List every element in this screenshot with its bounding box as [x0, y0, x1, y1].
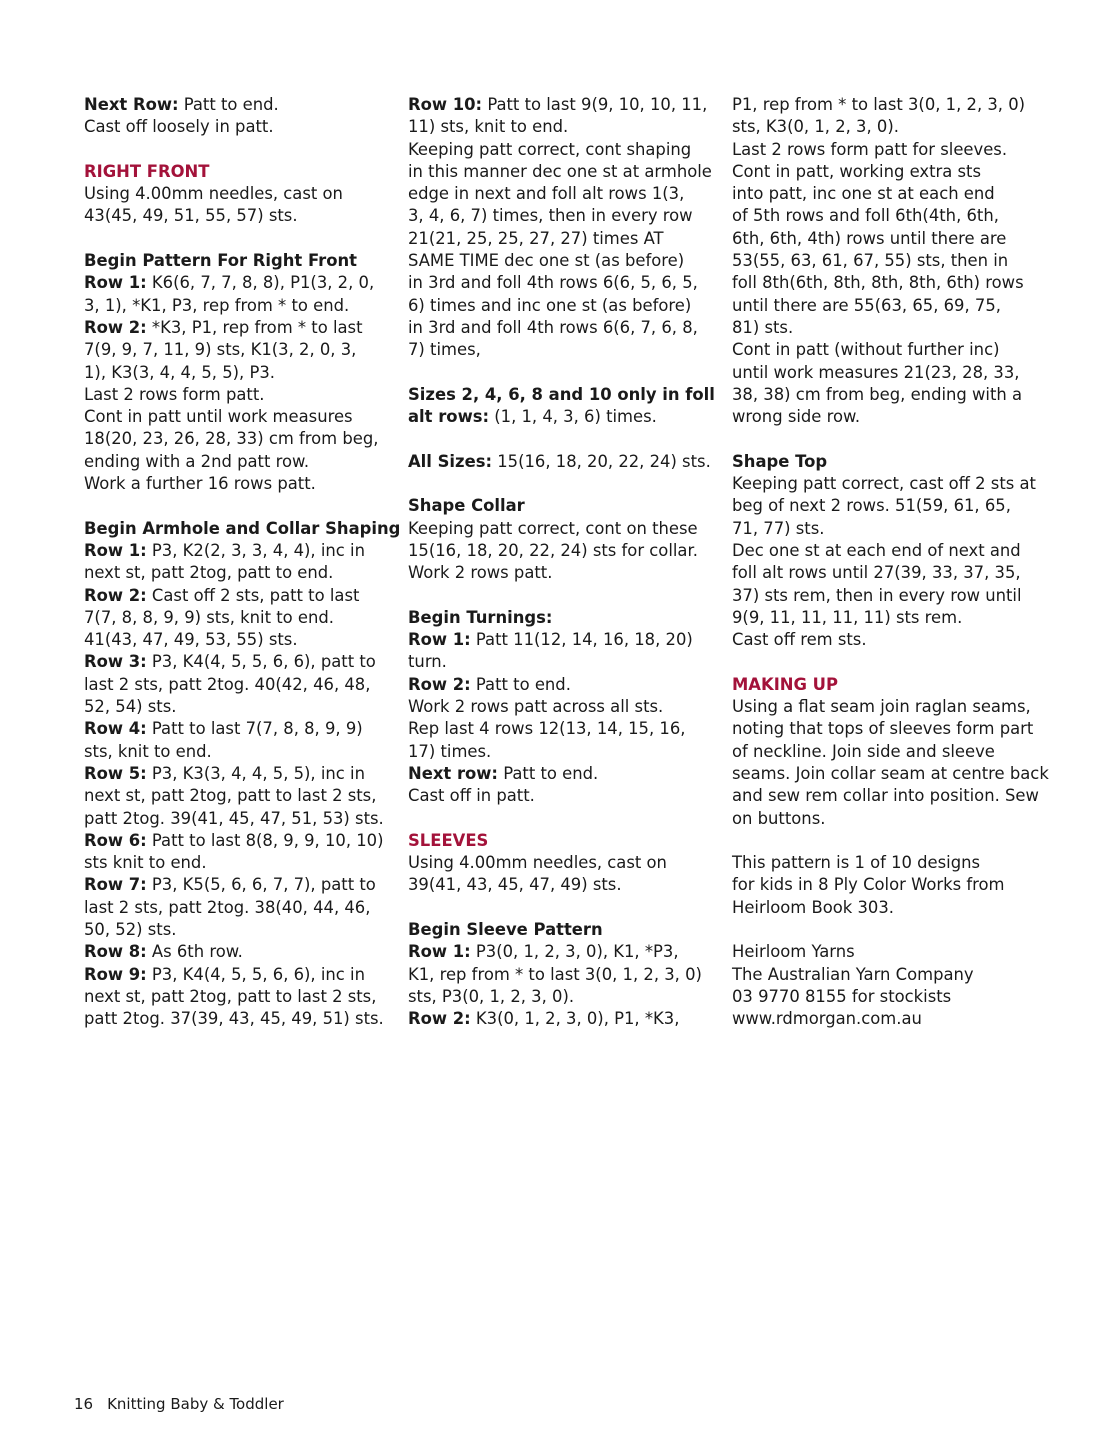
text-line	[732, 183, 1049, 205]
line-text: patt 2tog. 39(41, 45, 47, 51, 53) sts.	[84, 808, 384, 828]
line-text: edge in next and foll alt rows 1(3,	[408, 184, 685, 204]
text-line	[732, 406, 1049, 428]
text-line	[408, 518, 715, 540]
line-text: Using 4.00mm needles, cast on	[84, 184, 343, 204]
text-line	[408, 295, 715, 317]
text-line	[84, 830, 400, 852]
line-text: 37) sts rem, then in every row until	[732, 585, 1022, 605]
column-1	[84, 94, 400, 1030]
line-text: in 3rd and foll 4th rows 6(6, 5, 6, 5,	[408, 273, 698, 293]
line-text: As 6th row.	[146, 942, 243, 962]
text-line	[84, 384, 400, 406]
line-text: Cast off in patt.	[408, 786, 535, 806]
line-text: 17) times.	[408, 741, 492, 761]
text-line	[732, 205, 1049, 227]
text-line	[408, 629, 715, 651]
line-text: for kids in 8 Ply Color Works from	[732, 875, 1005, 895]
text-line	[732, 763, 1049, 785]
text-line	[84, 518, 400, 540]
text-line	[84, 205, 400, 227]
line-text: in 3rd and foll 4th rows 6(6, 7, 6, 8,	[408, 317, 698, 337]
text-line	[84, 183, 400, 205]
line-text: Cont in patt, working extra sts	[732, 161, 982, 181]
line-text: last 2 sts, patt 2tog. 40(42, 46, 48,	[84, 674, 371, 694]
line-text: 41(43, 47, 49, 53, 55) sts.	[84, 630, 298, 650]
line-text: SAME TIME dec one st (as before)	[408, 251, 685, 271]
spacer	[408, 585, 715, 607]
bold-label: Row 1:	[408, 630, 471, 650]
line-text: Cast off 2 sts, patt to last	[146, 585, 360, 605]
text-line	[84, 94, 400, 116]
text-line	[408, 339, 715, 361]
line-text: 11) sts, knit to end.	[408, 117, 569, 137]
text-line	[408, 696, 715, 718]
line-text: sts, knit to end.	[84, 741, 212, 761]
line-text: 81) sts.	[732, 317, 794, 337]
bold-label: Row 5:	[84, 763, 147, 783]
text-line	[84, 919, 400, 941]
line-text: 6th, 6th, 4th) rows until there are	[732, 228, 1007, 248]
text-line	[408, 228, 715, 250]
line-text: 7(7, 8, 8, 9, 9) sts, knit to end.	[84, 607, 334, 627]
text-line	[732, 964, 1049, 986]
line-text: 18(20, 23, 26, 28, 33) cm from beg,	[84, 429, 379, 449]
line-text: next st, patt 2tog, patt to last 2 sts,	[84, 986, 377, 1006]
text-line	[732, 607, 1049, 629]
text-line	[84, 785, 400, 807]
text-line	[84, 941, 400, 963]
text-line	[732, 384, 1049, 406]
line-text: 39(41, 43, 45, 47, 49) sts.	[408, 875, 622, 895]
line-text: beg of next 2 rows. 51(59, 61, 65,	[732, 496, 1011, 516]
bold-label: Row 1:	[84, 540, 147, 560]
text-line	[408, 94, 715, 116]
line-text: Last 2 rows form patt.	[84, 384, 265, 404]
line-text: Rep last 4 rows 12(13, 14, 15, 16,	[408, 719, 686, 739]
line-text: www.rdmorgan.com.au	[732, 1009, 922, 1029]
line-text: 15(16, 18, 20, 22, 24) sts for collar.	[408, 540, 698, 560]
text-line	[732, 741, 1049, 763]
line-text: 53(55, 63, 61, 67, 55) sts, then in	[732, 251, 1009, 271]
bold-label: Row 2:	[408, 1009, 471, 1029]
page-footer	[74, 1395, 284, 1413]
line-text: K6(6, 7, 7, 8, 8), P1(3, 2, 0,	[146, 273, 375, 293]
text-line	[84, 362, 400, 384]
text-line	[84, 562, 400, 584]
line-text: Cast off loosely in patt.	[84, 117, 274, 137]
line-text: (1, 1, 4, 3, 6) times.	[489, 407, 657, 427]
line-text: patt 2tog. 37(39, 43, 45, 49, 51) sts.	[84, 1009, 384, 1029]
line-text: 9(9, 11, 11, 11, 11) sts rem.	[732, 607, 963, 627]
line-text: P1, rep from * to last 3(0, 1, 2, 3, 0)	[732, 95, 1026, 114]
line-text: Patt to end.	[178, 95, 279, 114]
line-text: on buttons.	[732, 808, 826, 828]
text-line	[408, 250, 715, 272]
text-line	[732, 629, 1049, 651]
text-line	[408, 763, 715, 785]
text-line	[408, 919, 715, 941]
line-text: until work measures 21(23, 28, 33,	[732, 362, 1020, 382]
spacer	[732, 919, 1049, 941]
spacer	[84, 495, 400, 517]
line-text: Using 4.00mm needles, cast on	[408, 853, 667, 873]
section-heading: SLEEVES	[408, 830, 489, 850]
line-text: P3, K4(4, 5, 5, 6, 6), patt to	[146, 652, 376, 672]
line-text: Work 2 rows patt across all sts.	[408, 697, 664, 717]
spacer	[732, 428, 1049, 450]
text-line	[732, 540, 1049, 562]
line-text: Patt 11(12, 14, 16, 18, 20)	[470, 630, 693, 650]
text-line	[732, 986, 1049, 1008]
text-line	[84, 629, 400, 651]
bold-label: Shape Top	[732, 451, 828, 471]
line-text: until there are 55(63, 65, 69, 75,	[732, 295, 1001, 315]
spacer	[408, 362, 715, 384]
line-text: P3, K5(5, 6, 6, 7, 7), patt to	[146, 875, 376, 895]
line-text: This pattern is 1 of 10 designs	[732, 853, 981, 873]
line-text: sts, K3(0, 1, 2, 3, 0).	[732, 117, 899, 137]
bold-label: Sizes 2, 4, 6, 8 and 10 only in foll	[408, 384, 715, 404]
line-text: P3, K3(3, 4, 4, 5, 5), inc in	[146, 763, 365, 783]
text-line	[408, 495, 715, 517]
spacer	[84, 228, 400, 250]
text-line	[84, 964, 400, 986]
bold-label: Row 2:	[408, 674, 471, 694]
text-line	[408, 785, 715, 807]
text-line	[84, 651, 400, 673]
line-text: Patt to last 8(8, 9, 9, 10, 10)	[146, 830, 384, 850]
line-text: Patt to last 9(9, 10, 10, 11,	[482, 95, 708, 114]
text-line	[84, 986, 400, 1008]
text-line	[84, 852, 400, 874]
section-heading: MAKING UP	[732, 674, 838, 694]
spacer	[732, 830, 1049, 852]
bold-label: Begin Pattern For Right Front	[84, 251, 357, 271]
line-text: Patt to end.	[498, 763, 599, 783]
line-text: 3, 4, 6, 7) times, then in every row	[408, 206, 693, 226]
bold-label: Next Row:	[84, 95, 179, 114]
text-line	[408, 941, 715, 963]
spacer	[408, 808, 715, 830]
line-text: sts knit to end.	[84, 853, 207, 873]
text-line	[84, 897, 400, 919]
bold-label: Row 3:	[84, 652, 147, 672]
bold-label: Row 4:	[84, 719, 147, 739]
text-line	[732, 250, 1049, 272]
column-2	[408, 94, 715, 1030]
bold-label: Begin Turnings:	[408, 607, 553, 627]
text-line	[408, 607, 715, 629]
bold-label: Row 1:	[408, 942, 471, 962]
line-text: Heirloom Book 303.	[732, 897, 894, 917]
text-line	[408, 964, 715, 986]
text-line	[408, 718, 715, 740]
book-title: Knitting Baby & Toddler	[107, 1395, 284, 1413]
text-line	[84, 339, 400, 361]
line-text: Patt to end.	[470, 674, 571, 694]
line-text: last 2 sts, patt 2tog. 38(40, 44, 46,	[84, 897, 371, 917]
bold-label: Row 6:	[84, 830, 147, 850]
line-text: Last 2 rows form patt for sleeves.	[732, 139, 1008, 159]
bold-label: Row 8:	[84, 942, 147, 962]
line-text: 38, 38) cm from beg, ending with a	[732, 384, 1023, 404]
bold-label: alt rows:	[408, 407, 490, 427]
text-line	[732, 295, 1049, 317]
text-line	[408, 451, 715, 473]
text-line	[84, 741, 400, 763]
text-line	[84, 540, 400, 562]
text-line	[732, 362, 1049, 384]
spacer	[408, 897, 715, 919]
line-text: 21(21, 25, 25, 27, 27) times AT	[408, 228, 664, 248]
text-line	[732, 228, 1049, 250]
text-line	[408, 1008, 715, 1030]
line-text: Using a flat seam join raglan seams,	[732, 697, 1031, 717]
line-text: K3(0, 1, 2, 3, 0), P1, *K3,	[470, 1009, 680, 1029]
bold-label: Row 10:	[408, 95, 483, 114]
line-text: in this manner dec one st at armhole	[408, 161, 712, 181]
line-text: and sew rem collar into position. Sew	[732, 786, 1039, 806]
line-text: next st, patt 2tog, patt to end.	[84, 563, 334, 583]
text-line	[408, 562, 715, 584]
line-text: K1, rep from * to last 3(0, 1, 2, 3, 0)	[408, 964, 702, 984]
bold-label: Begin Armhole and Collar Shaping	[84, 518, 401, 538]
line-text: The Australian Yarn Company	[732, 964, 974, 984]
text-line	[84, 317, 400, 339]
text-line	[408, 272, 715, 294]
line-text: next st, patt 2tog, patt to last 2 sts,	[84, 786, 377, 806]
line-text: sts, P3(0, 1, 2, 3, 0).	[408, 986, 575, 1006]
text-line	[732, 718, 1049, 740]
text-line	[732, 585, 1049, 607]
line-text: Cont in patt until work measures	[84, 407, 353, 427]
text-line	[84, 473, 400, 495]
line-text: foll 8th(6th, 8th, 8th, 8th, 6th) rows	[732, 273, 1024, 293]
text-line	[732, 339, 1049, 361]
text-line	[84, 451, 400, 473]
spacer	[84, 139, 400, 161]
line-text: Heirloom Yarns	[732, 942, 855, 962]
text-line	[408, 139, 715, 161]
text-line	[732, 473, 1049, 495]
text-line	[732, 139, 1049, 161]
text-line	[408, 874, 715, 896]
section-heading: RIGHT FRONT	[84, 161, 210, 181]
text-line	[408, 161, 715, 183]
text-line	[408, 183, 715, 205]
text-line	[732, 1008, 1049, 1030]
text-line	[408, 406, 715, 428]
line-text: 6) times and inc one st (as before)	[408, 295, 692, 315]
line-text: Keeping patt correct, cast off 2 sts at	[732, 474, 1036, 494]
bold-label: Row 9:	[84, 964, 147, 984]
text-line	[84, 874, 400, 896]
text-line	[732, 785, 1049, 807]
bold-label: Next row:	[408, 763, 498, 783]
bold-label: Row 7:	[84, 875, 147, 895]
text-line	[84, 763, 400, 785]
text-line	[84, 585, 400, 607]
text-line	[732, 272, 1049, 294]
text-line	[732, 874, 1049, 896]
text-line	[84, 250, 400, 272]
line-text: of neckline. Join side and sleeve	[732, 741, 995, 761]
line-text: 71, 77) sts.	[732, 518, 825, 538]
line-text: P3, K4(4, 5, 5, 6, 6), inc in	[146, 964, 365, 984]
text-line	[84, 406, 400, 428]
line-text: 43(45, 49, 51, 55, 57) sts.	[84, 206, 298, 226]
line-text: 15(16, 18, 20, 22, 24) sts.	[492, 451, 711, 471]
line-text: 7) times,	[408, 340, 481, 360]
line-text: Work a further 16 rows patt.	[84, 474, 316, 494]
bold-label: Begin Sleeve Pattern	[408, 919, 603, 939]
text-line	[732, 495, 1049, 517]
text-line	[732, 451, 1049, 473]
text-line	[84, 295, 400, 317]
text-line	[408, 384, 715, 406]
line-text: ending with a 2nd patt row.	[84, 451, 310, 471]
line-text: 50, 52) sts.	[84, 919, 177, 939]
text-line	[408, 674, 715, 696]
line-text: 1), K3(3, 4, 4, 5, 5), P3.	[84, 362, 275, 382]
line-text: Cont in patt (without further inc)	[732, 340, 1000, 360]
text-line	[732, 317, 1049, 339]
text-line	[732, 161, 1049, 183]
line-text: of 5th rows and foll 6th(4th, 6th,	[732, 206, 999, 226]
line-text: Keeping patt correct, cont shaping	[408, 139, 692, 159]
column-3	[732, 94, 1049, 1030]
text-line	[408, 540, 715, 562]
text-line	[732, 116, 1049, 138]
bold-label: All Sizes:	[408, 451, 493, 471]
line-text: P3(0, 1, 2, 3, 0), K1, *P3,	[470, 942, 679, 962]
line-text: seams. Join collar seam at centre back	[732, 763, 1049, 783]
text-line	[732, 562, 1049, 584]
line-text: foll alt rows until 27(39, 33, 37, 35,	[732, 563, 1021, 583]
text-line	[732, 518, 1049, 540]
line-text: turn.	[408, 652, 447, 672]
text-line	[408, 317, 715, 339]
text-line	[84, 808, 400, 830]
spacer	[408, 428, 715, 450]
page-number: 16	[74, 1395, 94, 1413]
text-line	[408, 741, 715, 763]
text-line	[84, 116, 400, 138]
text-line	[408, 205, 715, 227]
text-line	[732, 94, 1049, 116]
bold-label: Row 2:	[84, 317, 147, 337]
text-line	[732, 897, 1049, 919]
line-text: 03 9770 8155 for stockists	[732, 986, 952, 1006]
line-text: 3, 1), *K1, P3, rep from * to end.	[84, 295, 350, 315]
text-line	[84, 718, 400, 740]
bold-label: Row 2:	[84, 585, 147, 605]
line-text: Cast off rem sts.	[732, 630, 867, 650]
text-line	[84, 1008, 400, 1030]
text-line	[408, 986, 715, 1008]
line-text: P3, K2(2, 3, 3, 4, 4), inc in	[146, 540, 365, 560]
text-line	[408, 852, 715, 874]
bold-label: Shape Collar	[408, 496, 525, 516]
spacer	[408, 473, 715, 495]
line-text: 52, 54) sts.	[84, 697, 177, 717]
line-text: Dec one st at each end of next and	[732, 540, 1021, 560]
line-text: wrong side row.	[732, 407, 861, 427]
line-text: 7(9, 9, 7, 11, 9) sts, K1(3, 2, 0, 3,	[84, 340, 357, 360]
text-line	[408, 116, 715, 138]
text-line	[408, 651, 715, 673]
text-line	[732, 852, 1049, 874]
text-line	[84, 674, 400, 696]
text-line	[732, 941, 1049, 963]
text-line	[732, 696, 1049, 718]
line-text: Patt to last 7(7, 8, 8, 9, 9)	[146, 719, 363, 739]
line-text: *K3, P1, rep from * to last	[146, 317, 363, 337]
text-line	[84, 607, 400, 629]
line-text: Work 2 rows patt.	[408, 563, 553, 583]
spacer	[732, 651, 1049, 673]
bold-label: Row 1:	[84, 273, 147, 293]
text-line	[84, 428, 400, 450]
line-text: Keeping patt correct, cont on these	[408, 518, 698, 538]
line-text: into patt, inc one st at each end	[732, 184, 995, 204]
text-line	[732, 808, 1049, 830]
text-line	[84, 272, 400, 294]
text-line	[84, 696, 400, 718]
line-text: noting that tops of sleeves form part	[732, 719, 1034, 739]
